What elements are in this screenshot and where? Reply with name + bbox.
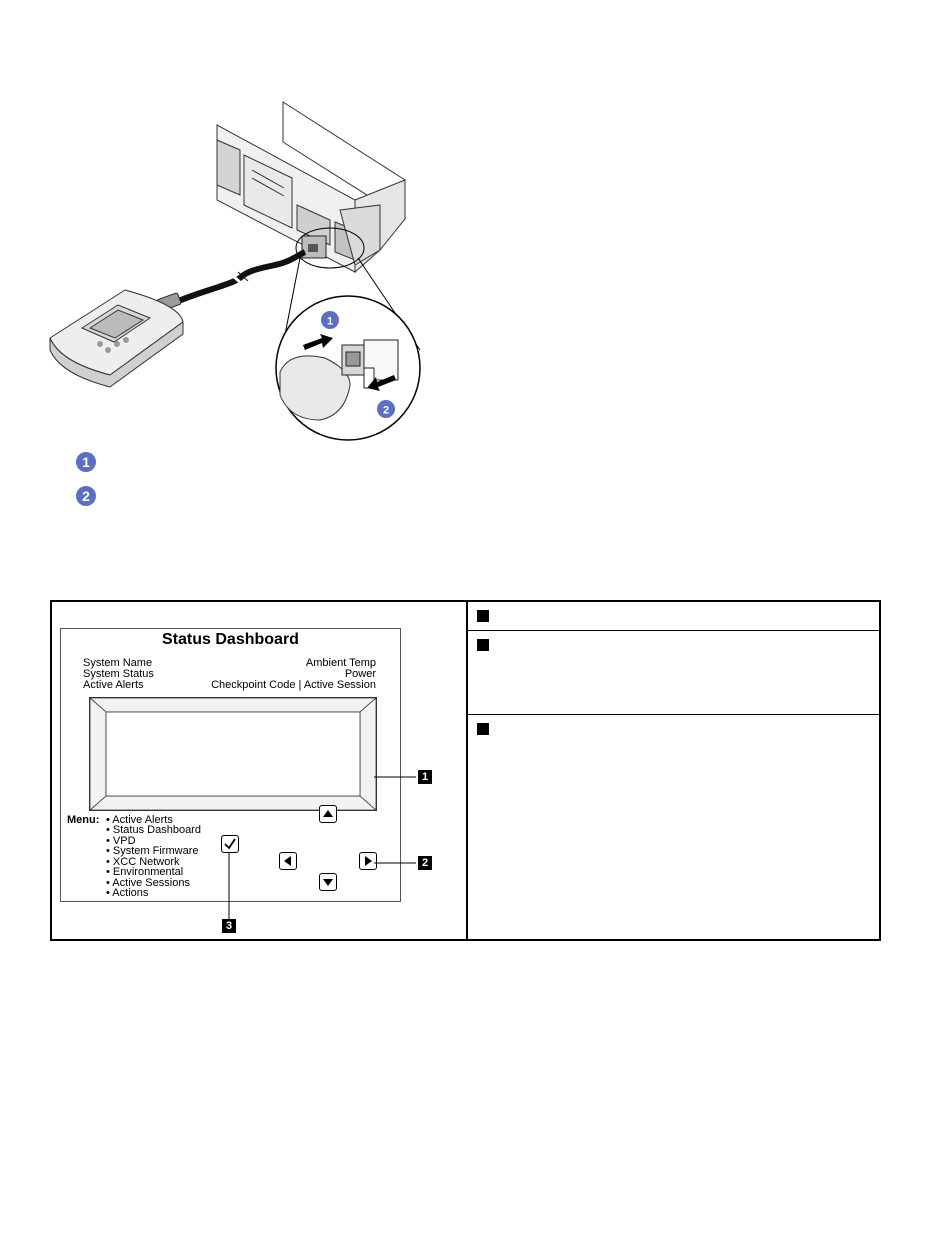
callout-square-1 — [477, 610, 489, 622]
zoom-badge-2 — [377, 400, 395, 418]
menu-item-xcc-network: • XCC Network — [106, 856, 180, 868]
callout-square-2 — [477, 639, 489, 651]
zoom-detail — [276, 296, 420, 440]
panel-figure-cell — [52, 602, 468, 939]
menu-item-status-dashboard: • Status Dashboard — [106, 824, 201, 836]
label-active-alerts: Active Alerts — [83, 679, 144, 691]
menu-item-actions: • Actions — [106, 887, 149, 899]
callout-1: 1 — [418, 770, 432, 784]
zoom-badge-2-label: 2 — [382, 404, 390, 417]
label-system-status: System Status — [83, 668, 154, 680]
callout-row-1 — [468, 602, 881, 631]
cable-connection-illustration — [0, 0, 950, 445]
menu-label: Menu: — [67, 814, 100, 826]
callout-row-2 — [468, 631, 881, 715]
callout-table — [50, 600, 881, 941]
label-ambient-temp: Ambient Temp — [305, 657, 376, 669]
usb-cable — [176, 252, 305, 302]
menu-item-system-firmware: • System Firmware — [106, 845, 199, 857]
panel-title: Status Dashboard — [162, 631, 299, 648]
menu-item-environmental: • Environmental — [106, 866, 184, 878]
zoom-badge-1 — [321, 311, 339, 329]
label-power: Power — [344, 668, 376, 680]
callout-square-3 — [477, 723, 489, 735]
lcd-handset — [50, 290, 183, 387]
callout-row-3 — [468, 715, 881, 939]
menu-item-active-sessions: • Active Sessions — [106, 877, 190, 889]
callout-leaders — [52, 602, 466, 939]
callout-2: 2 — [418, 856, 432, 870]
step-1-badge: 1 — [76, 452, 96, 472]
menu-item-active-alerts: • Active Alerts — [106, 814, 173, 826]
step-2-badge: 2 — [76, 486, 96, 506]
label-checkpoint-session: Checkpoint Code | Active Session — [211, 679, 376, 691]
callout-3: 3 — [222, 919, 236, 933]
label-system-name: System Name — [83, 657, 153, 669]
zoom-badge-1-label: 1 — [326, 315, 334, 328]
menu-item-vpd: • VPD — [106, 835, 136, 847]
